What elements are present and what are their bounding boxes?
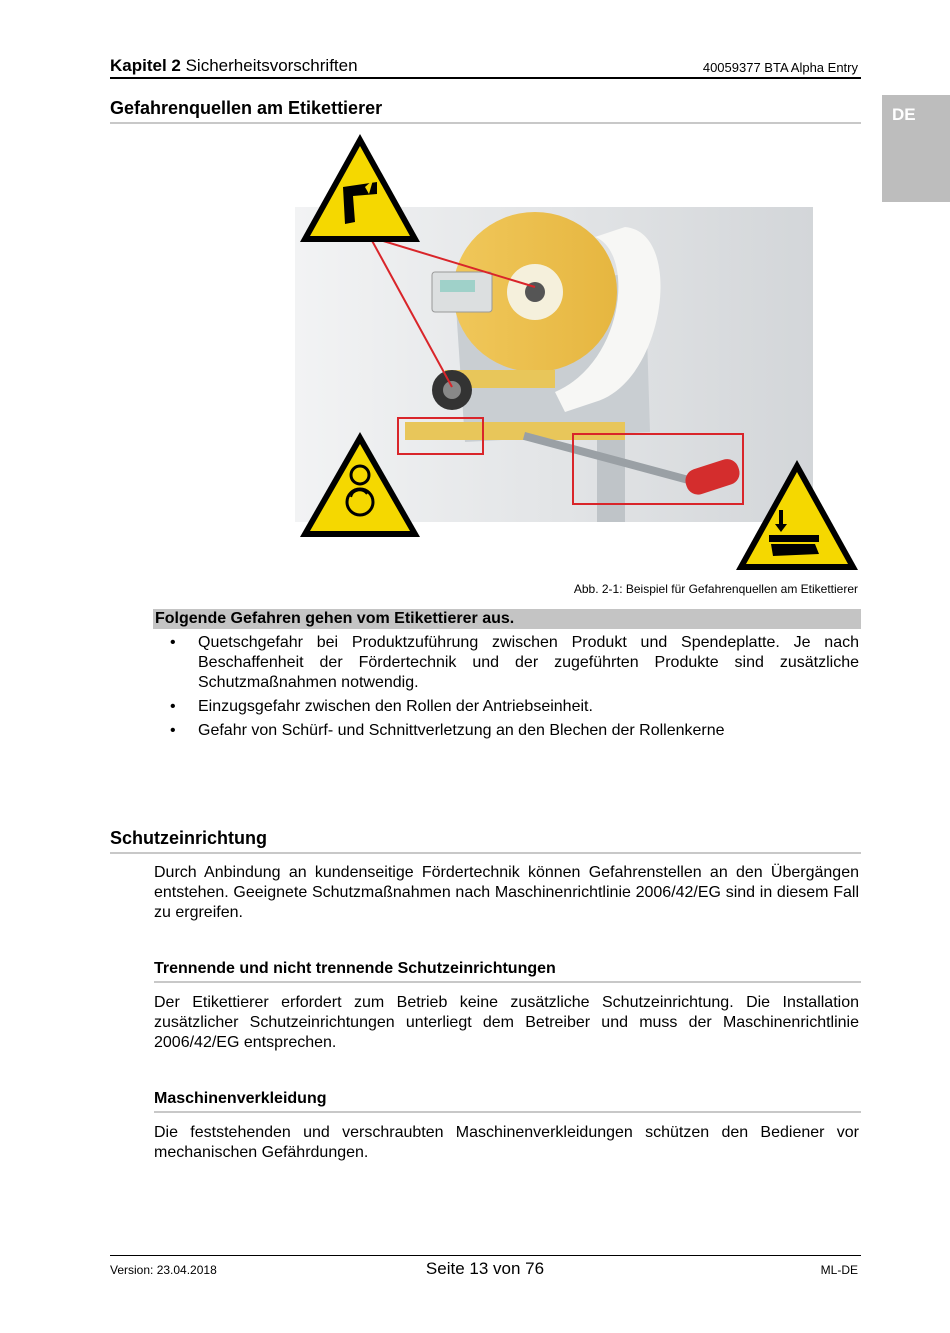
figure-caption: Abb. 2-1: Beispiel für Gefahrenquellen am Etikettierer: [573, 582, 858, 596]
guards-text: Der Etikettierer erfordert zum Betrieb keine zusätzliche Schutzeinrichtung. Die Installation zusätzlicher Schutzeinrichtungen unterliegt dem Betreiber und muss der Maschinenrichtlinie 2006/42/EG entsprechen.: [154, 994, 859, 1051]
section-title-hazards: Gefahrenquellen am Etikettierer: [110, 98, 383, 118]
bullet-icon: •: [170, 722, 176, 739]
label-applicator-photo: [295, 132, 860, 572]
chapter-label: Kapitel 2: [110, 56, 181, 75]
page-number: Seite 13 von 76: [425, 1259, 545, 1278]
footer-version: Version: 23.04.2018: [110, 1263, 217, 1277]
list-item: [153, 633, 859, 693]
list-item: [153, 697, 859, 717]
language-tab-label: DE: [892, 105, 916, 124]
language-tab: [882, 95, 950, 202]
subsection-rule: [154, 981, 861, 983]
list-item-text: Quetschgefahr bei Produktzuführung zwischen Produkt und Spendeplatte. Je nach Beschaffenheit der Fördertechnik und der zugeführten Produkte sind zusätzliche Schutzmaßnahmen notwendig.: [198, 634, 859, 691]
header-rule: [110, 77, 861, 79]
covers-text: Die feststehenden und verschraubten Maschinenverkleidungen schützen den Bediener vor mechanischen Gefährdungen.: [154, 1124, 859, 1161]
list-item: [153, 721, 859, 741]
section-title-protection: Schutzeinrichtung: [110, 828, 267, 848]
list-item-text: Gefahr von Schürf- und Schnittverletzung an den Blechen der Rollenkerne: [198, 722, 725, 739]
list-item-text: Einzugsgefahr zwischen den Rollen der Antriebseinheit.: [198, 698, 593, 715]
bullet-icon: •: [170, 698, 176, 715]
chapter-title: Sicherheitsvorschriften: [185, 56, 358, 75]
section-rule: [110, 122, 861, 124]
subsection-rule: [154, 1111, 861, 1113]
subsection-title-guards: Trennende und nicht trennende Schutzeinrichtungen: [154, 960, 556, 977]
hazard-list: [153, 633, 859, 745]
document-id: 40059377 BTA Alpha Entry: [702, 60, 858, 75]
subsection-title-covers: Maschinenverkleidung: [154, 1090, 327, 1107]
protection-intro: Durch Anbindung an kundenseitige Fördertechnik können Gefahrenstellen an den Übergängen entstehen. Geeignete Schutzmaßnahmen nach Maschinenrichtlinie 2006/42/EG sind in diesem Fall zu ergreifen.: [154, 864, 859, 921]
hazard-list-heading-text: Folgende Gefahren gehen vom Etikettierer aus.: [155, 610, 515, 627]
hazard-list-heading: [153, 609, 861, 629]
footer-rule: [110, 1255, 861, 1256]
hazard-figure: [295, 132, 860, 572]
section-rule: [110, 852, 861, 854]
warning-cut-hand-icon: [300, 134, 420, 242]
footer-code: ML-DE: [820, 1263, 858, 1277]
chapter-header: [110, 56, 358, 76]
bullet-icon: •: [170, 634, 176, 651]
